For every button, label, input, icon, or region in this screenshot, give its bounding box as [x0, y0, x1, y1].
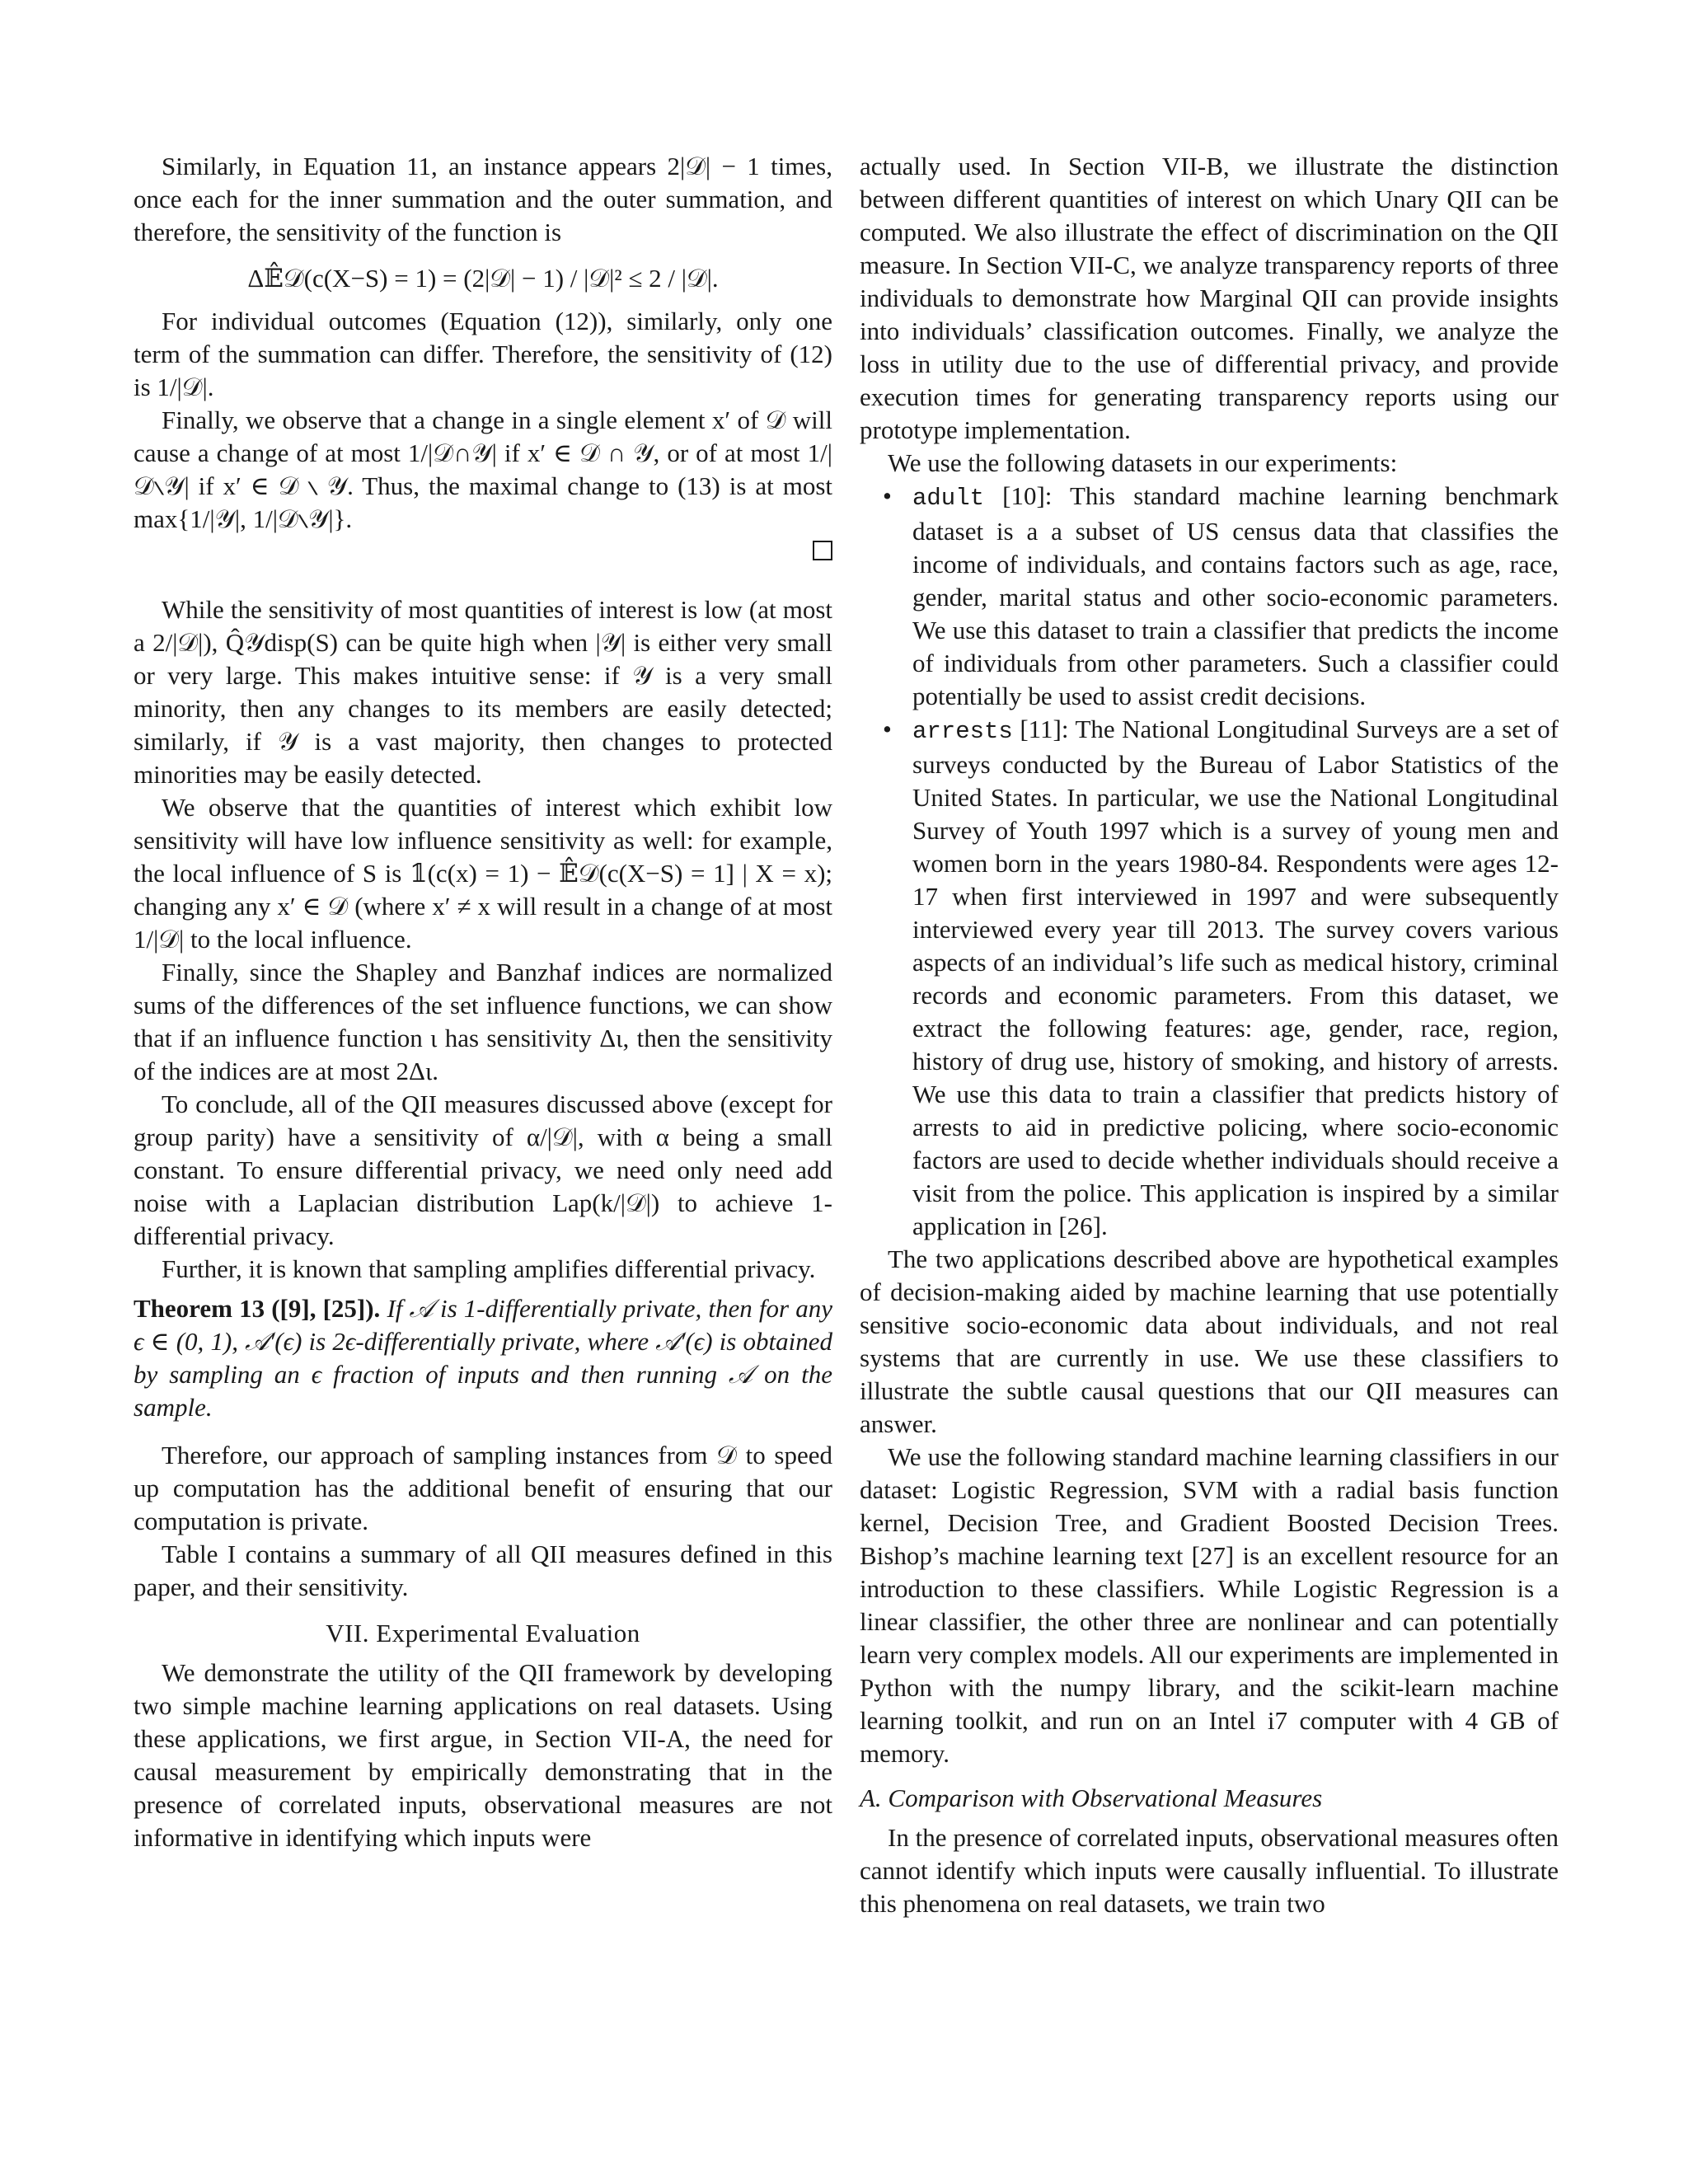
section-heading: VII. Experimental Evaluation [326, 1619, 640, 1647]
paragraph: We demonstrate the utility of the QII framework by developing two simple machine learning applications on real datasets. Using these applications, we first argue, in Section VII-A, the need for causal measurement by empirically demonstrating that in the presence of correlated inputs, observational measures are not informative in identifying which inputs were [134, 1658, 832, 1852]
paragraph: We observe that the quantities of interest which exhibit low sensitivity will have low influence sensitivity as well: for example, the local influence of S is 𝟙(c(x) = 1) − 𝔼̂𝒟(c(X−S) = 1] | X = x); changing any x′ ∈ 𝒟 (where x′ ≠ x will result in a change of at most 1/|𝒟| to the local influence. [134, 793, 832, 954]
qed-square-icon [813, 541, 832, 560]
dataset-description: [11]: The National Longitudinal Surveys are a set of surveys conducted by the Bureau of Labor Statistics of the United States. In particular, we use the National Longitudinal Survey of Youth 1997 which is a survey of young men and women born in the years 1980-84. Respondents were ages 12-17 when first interviewed in 1997 and were subsequently interviewed every year till 2013. The survey covers various aspects of an individual’s life such as medical history, criminal records and economic parameters. From this dataset, we extract the following features: age, gender, race, region, history of drug use, history of smoking, and history of arrests. We use this data to train a classifier that predicts history of arrests to aid in predictive policing, where socio-economic factors are used to decide whether individuals should receive a visit from the police. This application is inspired by a similar application in [26]. [912, 715, 1559, 1240]
right-column [860, 150, 1559, 1920]
theorem-body: If 𝒜 is 1-differentially private, then for any ϵ ∈ (0, 1), 𝒜′(ϵ) is 2ϵ-differentially private, where 𝒜′(ϵ) is obtained by sampling an ϵ fraction of inputs and then running 𝒜 on the sample. [134, 1294, 832, 1422]
dataset-description: [10]: This standard machine learning benchmark dataset is a a subset of US census data that classifies the income of individuals, and contains factors such as age, race, gender, marital status and other socio-economic parameters. We use this dataset to train a classifier that predicts the income of individuals from other parameters. Such a classifier could potentially be used to assist credit decisions. [912, 481, 1559, 710]
paragraph: To conclude, all of the QII measures discussed above (except for group parity) have a sensitivity of α/|𝒟|, with α being a small constant. To ensure differential privacy, we need only need add noise with a Laplacian distribution Lap(k/|𝒟|) to achieve 1-differential privacy. [134, 1090, 832, 1250]
paragraph: In the presence of correlated inputs, observational measures often cannot identify which inputs were causally influential. To illustrate this phenomena on real datasets, we train two [860, 1823, 1559, 1918]
paragraph: Finally, we observe that a change in a single element x′ of 𝒟 will cause a change of at most 1/|𝒟∩𝒴| if x′ ∈ 𝒟 ∩ 𝒴, or of at most 1/|𝒟∖𝒴| if x′ ∈ 𝒟 ∖ 𝒴. Thus, the maximal change to (13) is at most max{1/|𝒴|, 1/|𝒟∖𝒴|}. [134, 405, 832, 533]
dataset-name: arrests [912, 718, 1013, 745]
bullet-icon: • [883, 481, 892, 510]
qed-row [134, 536, 832, 572]
paragraph: For individual outcomes (Equation (12)), similarly, only one term of the summation can differ. Therefore, the sensitivity of (12) is 1/|𝒟|. [134, 307, 832, 401]
dataset-name: adult [912, 485, 985, 512]
equation: Δ𝔼̂𝒟(c(X−S) = 1) = (2|𝒟| − 1) / |𝒟|² ≤ 2 / |𝒟|. [247, 264, 719, 293]
paragraph: Similarly, in Equation 11, an instance appears 2|𝒟| − 1 times, once each for the inner summation and the outer summation, and therefore, the sensitivity of the function is [134, 152, 832, 246]
paragraph: We use the following standard machine learning classifiers in our dataset: Logistic Regression, SVM with a radial basis function kernel, Decision Tree, and Gradient Boosted Decision Trees. Bishop’s machine learning text [27] is an excellent resource for an introduction to these classifiers. While Logistic Regression is a linear classifier, the other three are nonlinear and can potentially learn very complex models. All our experiments are implemented in Python with the numpy library, and the scikit-learn machine learning toolkit, and run on an Intel i7 computer with 4 GB of memory. [860, 1442, 1559, 1768]
paragraph: Further, it is known that sampling amplifies differential privacy. [162, 1254, 816, 1283]
list-item [860, 713, 1559, 1243]
paragraph: Therefore, our approach of sampling instances from 𝒟 to speed up computation has the additional benefit of ensuring that our computation is private. [134, 1441, 832, 1535]
dataset-list [860, 480, 1559, 1243]
subsection-heading: A. Comparison with Observational Measures [860, 1783, 1323, 1812]
theorem-cite: ([9], [25]). [265, 1294, 381, 1323]
list-item [860, 480, 1559, 713]
theorem-13 [134, 1292, 832, 1424]
paragraph: The two applications described above are hypothetical examples of decision-making aided by machine learning that use potentially sensitive socio-economic data about individuals, and not real systems that are currently in use. We use these classifiers to illustrate the subtle causal questions that our QII measures can answer. [860, 1244, 1559, 1438]
paragraph: actually used. In Section VII-B, we illustrate the distinction between different quantities of interest on which Unary QII can be computed. We also illustrate the effect of discrimination on the QII measure. In Section VII-C, we analyze transparency reports of three individuals to demonstrate how Marginal QII can provide insights into individuals’ classification outcomes. Finally, we analyze the loss in utility due to the use of differential privacy, and provide execution times for generating transparency reports using our prototype implementation. [860, 152, 1559, 444]
paragraph: We use the following datasets in our experiments: [888, 448, 1398, 477]
paragraph: Finally, since the Shapley and Banzhaf indices are normalized sums of the differences of the set influence functions, we can show that if an influence function ι has sensitivity Δι, then the sensitivity of the indices are at most 2Δι. [134, 958, 832, 1085]
left-column [134, 150, 832, 1854]
theorem-label: Theorem 13 [134, 1294, 265, 1323]
bullet-icon: • [883, 715, 892, 743]
paragraph: While the sensitivity of most quantities of interest is low (at most a 2/|𝒟|), Q̂𝒴disp(S) can be quite high when |𝒴| is either very small or very large. This makes intuitive sense: if 𝒴 is a very small minority, then any changes to its members are easily detected; similarly, if 𝒴 is a vast majority, then changes to protected minorities may be easily detected. [134, 595, 832, 789]
paragraph: Table I contains a summary of all QII measures defined in this paper, and their sensitivity. [134, 1540, 832, 1601]
